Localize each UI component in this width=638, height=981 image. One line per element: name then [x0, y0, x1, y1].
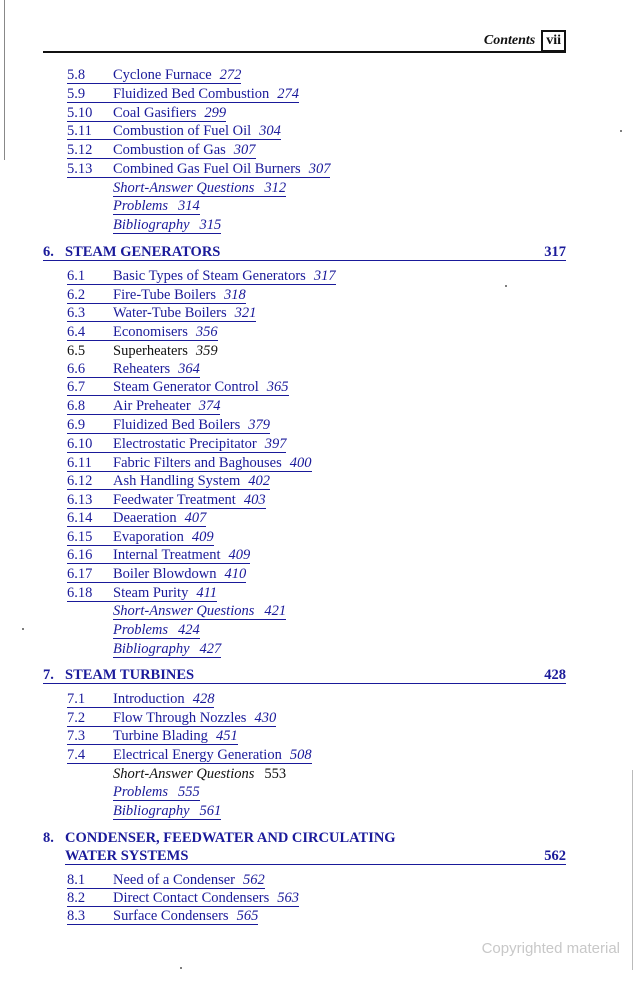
- section-page: 272: [219, 67, 242, 83]
- scan-speck: [22, 628, 24, 630]
- section-title: Fabric Filters and Baghouses: [113, 455, 282, 471]
- extra-title: Short-Answer Questions: [113, 603, 255, 619]
- toc-entry-5-9[interactable]: [67, 85, 299, 103]
- toc-entry-7-3[interactable]: [67, 727, 238, 745]
- toc-entry-5-10[interactable]: [67, 104, 226, 122]
- toc-entry-6-3[interactable]: [67, 304, 256, 322]
- section-title: Direct Contact Condensers: [113, 890, 270, 906]
- chapter-title-line2: WATER SYSTEMS: [65, 848, 189, 864]
- chapter-number: 7.: [43, 667, 54, 683]
- chapter-number: 6.: [43, 244, 54, 260]
- section-number: 6.15: [67, 529, 93, 545]
- section-title: Surface Condensers: [113, 908, 229, 924]
- toc-short-answer-questions[interactable]: [113, 179, 286, 197]
- section-number: 8.2: [67, 890, 86, 906]
- section-number: 6.11: [67, 455, 92, 471]
- section-title: Flow Through Nozzles: [113, 710, 247, 726]
- section-number: 5.13: [67, 161, 93, 177]
- section-title: Fire-Tube Boilers: [113, 287, 216, 303]
- scan-speck: [505, 285, 507, 287]
- section-title: Need of a Condenser: [113, 872, 235, 888]
- section-number: 6.6: [67, 361, 86, 377]
- section-page: 400: [289, 455, 312, 471]
- section-page: 428: [192, 691, 215, 707]
- section-number: 6.18: [67, 585, 93, 601]
- toc-problems[interactable]: [113, 621, 200, 639]
- section-number: 7.2: [67, 710, 86, 726]
- section-page: 409: [228, 547, 251, 563]
- page-edge-line: [4, 0, 5, 160]
- section-title: Air Preheater: [113, 398, 191, 414]
- section-page: 397: [264, 436, 287, 452]
- header-page-numeral: vii: [541, 30, 566, 52]
- chapter-heading-7[interactable]: [43, 666, 566, 684]
- section-number: 6.4: [67, 324, 86, 340]
- extra-title: Bibliography: [113, 803, 190, 819]
- toc-entry-7-2[interactable]: [67, 709, 276, 727]
- running-header: [43, 30, 566, 50]
- extra-title: Problems: [113, 622, 169, 638]
- section-title: Ash Handling System: [113, 473, 241, 489]
- section-number: 6.12: [67, 473, 93, 489]
- extra-page: 421: [264, 603, 287, 619]
- extra-title: Bibliography: [113, 641, 190, 657]
- chapter-heading-6[interactable]: [43, 243, 566, 261]
- section-page: 364: [178, 361, 200, 377]
- toc-problems[interactable]: [113, 783, 200, 801]
- chapter-rule: [43, 260, 566, 261]
- section-number: 7.3: [67, 728, 86, 744]
- extra-title: Short-Answer Questions: [113, 180, 255, 196]
- section-page: 562: [243, 872, 265, 888]
- section-number: 6.10: [67, 436, 93, 452]
- copyright-watermark: Copyrighted material: [481, 940, 620, 957]
- section-page: 409: [191, 529, 214, 545]
- section-page: 379: [248, 417, 271, 433]
- section-page: 321: [234, 305, 257, 321]
- section-title: Turbine Blading: [113, 728, 208, 744]
- chapter-title: STEAM TURBINES: [65, 667, 195, 683]
- section-number: 5.10: [67, 105, 93, 121]
- toc-entry-6-9[interactable]: [67, 416, 270, 434]
- extra-title: Short-Answer Questions: [113, 766, 255, 782]
- toc-entry-6-10[interactable]: [67, 435, 286, 453]
- chapter-page: 428: [544, 667, 566, 683]
- section-title: Coal Gasifiers: [113, 105, 197, 121]
- toc-entry-6-8[interactable]: [67, 397, 220, 415]
- extra-page: 314: [178, 198, 200, 214]
- section-number: 6.3: [67, 305, 86, 321]
- toc-entry-8-3[interactable]: [67, 907, 258, 925]
- toc-entry-5-13[interactable]: [67, 160, 330, 178]
- scan-speck: [180, 967, 182, 969]
- section-page: 508: [289, 747, 312, 763]
- section-number: 7.1: [67, 691, 86, 707]
- section-page: 299: [204, 105, 227, 121]
- section-number: 6.1: [67, 268, 86, 284]
- section-page: 274: [277, 86, 300, 102]
- section-title: Electrostatic Precipitator: [113, 436, 257, 452]
- section-number: 6.14: [67, 510, 93, 526]
- toc-entry-8-1[interactable]: [67, 871, 265, 889]
- section-page: 430: [254, 710, 277, 726]
- section-page: 563: [277, 890, 299, 906]
- section-page: 402: [248, 473, 271, 489]
- chapter-page: 562: [544, 848, 566, 864]
- toc-entry-7-4[interactable]: [67, 746, 312, 764]
- toc-entry-6-12[interactable]: [67, 472, 270, 490]
- toc-entry-6-2[interactable]: [67, 286, 246, 304]
- section-number: 5.9: [67, 86, 86, 102]
- extra-title: Bibliography: [113, 217, 190, 233]
- extra-title: Problems: [113, 198, 169, 214]
- section-page: 403: [243, 492, 266, 508]
- toc-entry-6-15[interactable]: [67, 528, 214, 546]
- section-title: Boiler Blowdown: [113, 566, 217, 582]
- toc-entry-6-16[interactable]: [67, 546, 250, 564]
- section-number: 6.7: [67, 379, 86, 395]
- section-number: 6.17: [67, 566, 93, 582]
- section-page: 307: [308, 161, 331, 177]
- toc-entry-5-11[interactable]: [67, 122, 281, 140]
- toc-entry-6-4[interactable]: [67, 323, 218, 341]
- section-page: 374: [198, 398, 221, 414]
- toc-entry-5-12[interactable]: [67, 141, 256, 159]
- section-title: Combustion of Fuel Oil: [113, 123, 252, 139]
- header-title: Contents: [483, 33, 536, 48]
- section-title: Fluidized Bed Boilers: [113, 417, 241, 433]
- toc-entry-6-1[interactable]: [67, 267, 336, 285]
- section-page: 304: [259, 123, 281, 139]
- section-page: 365: [266, 379, 289, 395]
- section-number: 5.12: [67, 142, 93, 158]
- section-number: 6.16: [67, 547, 93, 563]
- extra-page: 424: [178, 622, 200, 638]
- section-title: Deaeration: [113, 510, 177, 526]
- section-page: 307: [233, 142, 256, 158]
- extra-page: 555: [178, 784, 200, 800]
- section-title: Cyclone Furnace: [113, 67, 212, 83]
- toc-bibliography[interactable]: [113, 216, 221, 234]
- section-page: 318: [223, 287, 246, 303]
- scan-speck: [620, 130, 622, 132]
- section-number: 5.8: [67, 67, 86, 83]
- toc-short-answer-questions[interactable]: [113, 602, 286, 620]
- section-title: Steam Generator Control: [113, 379, 259, 395]
- toc-entry-7-1[interactable]: [67, 690, 214, 708]
- extra-page: 553: [264, 766, 287, 782]
- section-title: Basic Types of Steam Generators: [113, 268, 306, 284]
- toc-entry-6-7[interactable]: [67, 378, 289, 396]
- section-title: Evaporation: [113, 529, 184, 545]
- section-page: 451: [215, 728, 238, 744]
- chapter-number: 8.: [43, 830, 54, 846]
- section-page: 317: [313, 268, 336, 284]
- section-number: 6.13: [67, 492, 93, 508]
- section-title: Superheaters: [113, 343, 188, 359]
- extra-page: 561: [199, 803, 222, 819]
- toc-entry-6-18[interactable]: [67, 584, 217, 602]
- toc-bibliography[interactable]: [113, 802, 221, 820]
- extra-page: 312: [264, 180, 287, 196]
- section-page: 407: [184, 510, 207, 526]
- section-page: 410: [224, 566, 247, 582]
- section-title: Water-Tube Boilers: [113, 305, 227, 321]
- toc-entry-6-13[interactable]: [67, 491, 266, 509]
- toc-entry-6-5: [67, 342, 218, 360]
- section-title: Fluidized Bed Combustion: [113, 86, 270, 102]
- page-edge-line: [632, 770, 633, 970]
- section-title: Economisers: [113, 324, 188, 340]
- section-number: 8.1: [67, 872, 86, 888]
- section-number: 6.5: [67, 343, 86, 359]
- section-number: 6.9: [67, 417, 86, 433]
- section-number: 5.11: [67, 123, 92, 139]
- section-title: Steam Purity: [113, 585, 189, 601]
- section-title: Introduction: [113, 691, 185, 707]
- chapter-rule: [65, 864, 566, 865]
- toc-entry-8-2[interactable]: [67, 889, 299, 907]
- toc-entry-6-14[interactable]: [67, 509, 206, 527]
- section-title: Internal Treatment: [113, 547, 221, 563]
- extra-title: Problems: [113, 784, 169, 800]
- header-rule: [43, 51, 566, 53]
- toc-entry-6-6[interactable]: [67, 360, 200, 378]
- chapter-rule: [43, 683, 566, 684]
- section-number: 6.8: [67, 398, 86, 414]
- section-number: 7.4: [67, 747, 86, 763]
- section-title: Combined Gas Fuel Oil Burners: [113, 161, 301, 177]
- section-number: 8.3: [67, 908, 86, 924]
- toc-short-answer-questions: [113, 765, 286, 783]
- toc-problems[interactable]: [113, 197, 200, 215]
- section-page: 411: [196, 585, 218, 601]
- chapter-title: STEAM GENERATORS: [65, 244, 221, 260]
- section-page: 359: [195, 343, 218, 359]
- section-number: 6.2: [67, 287, 86, 303]
- section-title: Feedwater Treatment: [113, 492, 236, 508]
- toc-entry-5-8[interactable]: [67, 66, 241, 84]
- chapter-page: 317: [544, 244, 566, 260]
- chapter-heading-8[interactable]: [43, 829, 566, 847]
- toc-entry-6-11[interactable]: [67, 454, 312, 472]
- section-page: 565: [236, 908, 259, 924]
- toc-bibliography[interactable]: [113, 640, 221, 658]
- section-page: 356: [195, 324, 218, 340]
- toc-entry-6-17[interactable]: [67, 565, 246, 583]
- chapter-heading-8-line2[interactable]: [65, 847, 566, 865]
- section-title: Electrical Energy Generation: [113, 747, 282, 763]
- section-title: Reheaters: [113, 361, 171, 377]
- extra-page: 315: [199, 217, 222, 233]
- extra-page: 427: [199, 641, 222, 657]
- section-title: Combustion of Gas: [113, 142, 226, 158]
- chapter-title-line1: CONDENSER, FEEDWATER AND CIRCULATING: [65, 830, 396, 846]
